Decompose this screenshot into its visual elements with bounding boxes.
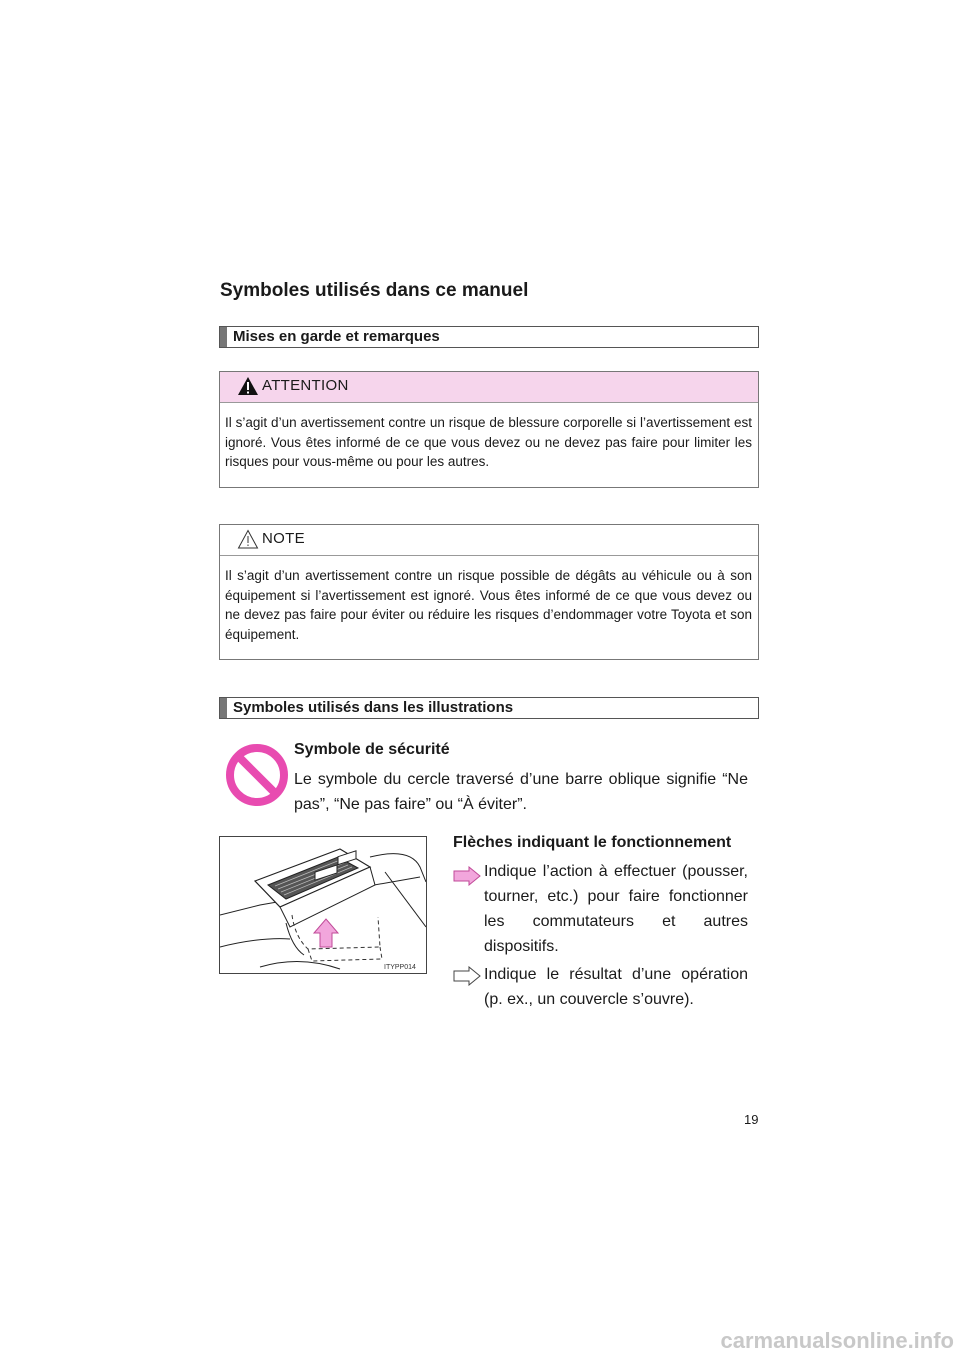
arrow-item-result: Indique le résultat d’une opération (p. ex., un couvercle s’ouvre). <box>484 966 748 1008</box>
watermark: carmanualsonline.info <box>720 1328 954 1353</box>
note-box <box>219 524 759 660</box>
attention-box <box>219 371 759 488</box>
prohibition-icon <box>225 743 289 807</box>
page-number: 19 <box>744 1112 759 1127</box>
section-header-illustrations <box>219 697 759 719</box>
attention-title: ATTENTION <box>262 377 349 394</box>
caution-triangle-outline-icon <box>237 529 259 549</box>
section-tab <box>220 698 227 718</box>
warning-triangle-icon <box>237 376 259 396</box>
section-label: Symboles utilisés dans les illustrations <box>233 699 514 716</box>
attention-header <box>220 372 758 403</box>
result-arrow-icon <box>453 966 481 986</box>
page-title: Symboles utilisés dans ce manuel <box>220 280 529 301</box>
arrows-heading: Flèches indiquant le fonctionnement <box>453 834 732 851</box>
section-tab <box>220 327 227 347</box>
note-text: Il s’agit d’un avertissement contre un risque possible de dégâts au véhicule ou à son équipement si l’avertissement est ignoré. Vous êtes informé de ce que vous devez ou ne devez pas faire pour éviter ou réduire les risques d’endommager votre Toyota et son équipement. <box>225 568 752 642</box>
note-header <box>220 525 758 556</box>
safety-heading: Symbole de sécurité <box>294 741 450 758</box>
note-title: NOTE <box>262 530 305 547</box>
console-drawing <box>220 837 426 973</box>
action-arrow-icon <box>453 866 481 886</box>
safety-text: Le symbole du cercle traversé d’une barre oblique signifie “Ne pas”, “Ne pas faire” ou “À éviter”. <box>294 771 748 813</box>
arrow-item-action: Indique l’action à effectuer (pousser, tourner, etc.) pour faire fonctionner les commutateurs et autres dispositifs. <box>484 863 748 955</box>
section-label: Mises en garde et remarques <box>233 328 440 345</box>
illustration-code: ITYPP014 <box>384 964 416 971</box>
attention-text: Il s’agit d’un avertissement contre un risque de blessure corporelle si l’avertissement est ignoré. Vous êtes informé de ce que vous devez ou ne devez pas faire pour limiter les risques pour vous-même ou pour les autres. <box>225 415 752 469</box>
section-header-warnings <box>219 326 759 348</box>
overhead-console-illustration <box>219 836 427 974</box>
